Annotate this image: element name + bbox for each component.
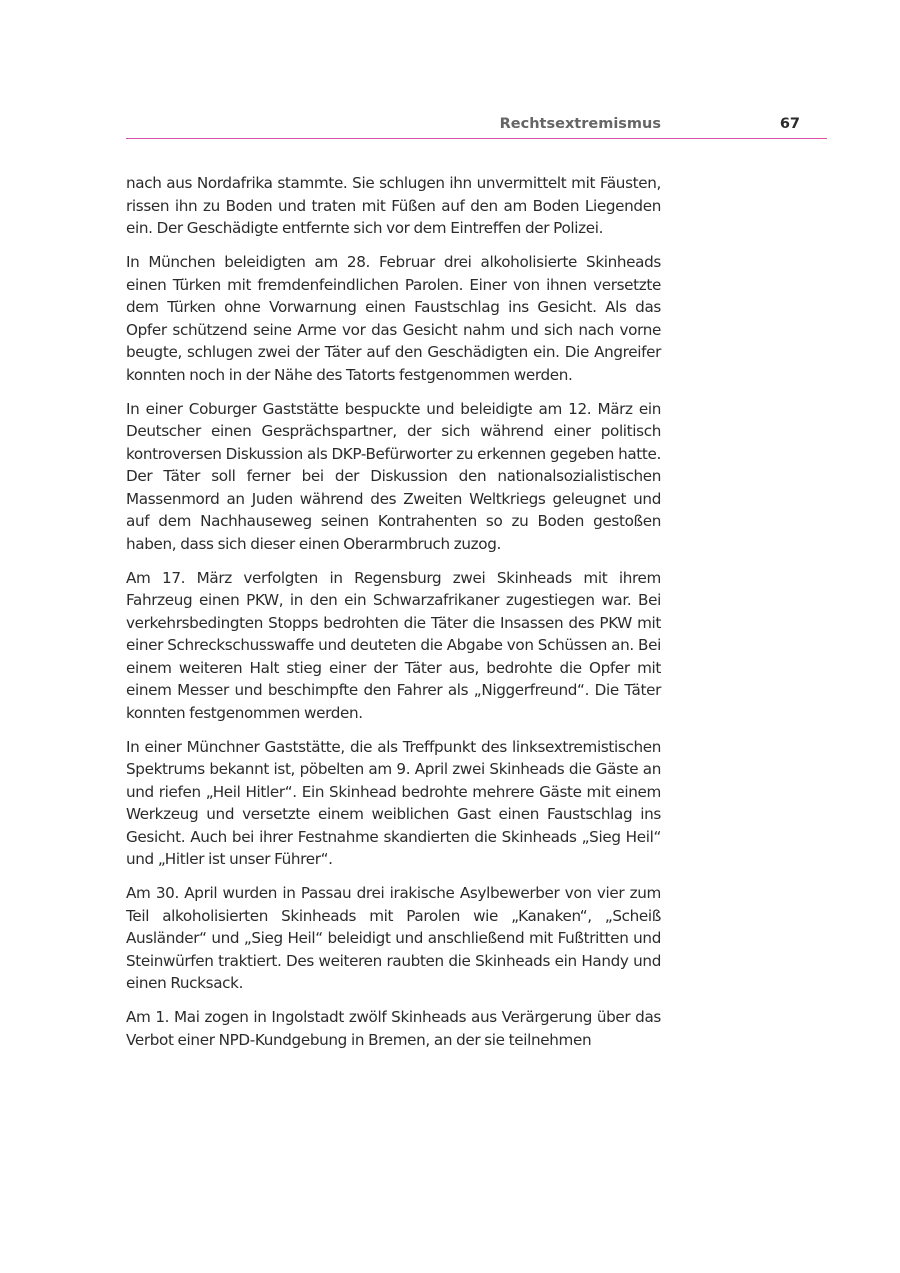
paragraph: Am 30. April wurden in Passau drei irakische Asylbewerber von vier zum Teil alkoholisierten Skinheads mit Parolen wie „Kanaken“, „Scheiß Ausländer“ und „Sieg Heil“ beleidigt und anschließend mit Fußtritten und Steinwürfen traktiert. Des weiteren raubten die Skinheads ein Handy und einen Rucksack. <box>126 884 661 992</box>
paragraph: Am 1. Mai zogen in Ingolstadt zwölf Skinheads aus Verärgerung über das Verbot einer NPD-Kundgebung in Bremen, an der sie teilnehmen <box>126 1008 661 1049</box>
paragraph: Am 17. März verfolgten in Regensburg zwei Skinheads mit ihrem Fahrzeug einen PKW, in den ein Schwarzafrikaner zugestiegen war. Bei verkehrsbedingten Stopps bedrohten die Täter die Insassen des PKW mit einer Schreckschusswaffe und deuteten die Abgabe von Schüssen an. Bei einem weiteren Halt stieg einer der Täter aus, bedrohte die Opfer mit einem Messer und beschimpfte den Fahrer als „Niggerfreund“. Die Täter konnten festgenommen werden. <box>126 568 661 722</box>
paragraph: In einer Münchner Gaststätte, die als Treffpunkt des linksextremistischen Spektrums bekannt ist, pöbelten am 9. April zwei Skinheads die Gäste an und riefen „Heil Hitler“. Ein Skinhead bedrohte mehrere Gäste mit einem Werkzeug und versetzte einem weiblichen Gast einen Faustschlag ins Gesicht. Auch bei ihrer Festnahme skandierten die Skinheads „Sieg Heil“ und „Hitler ist unser Führer“. <box>126 737 661 868</box>
running-header <box>126 112 827 139</box>
paragraph: nach aus Nordafrika stammte. Sie schlugen ihn unvermittelt mit Fäusten, rissen ihn zu Boden und traten mit Füßen auf den am Boden Liegenden ein. Der Geschädigte entfernte sich vor dem Eintreffen der Polizei. <box>126 174 661 237</box>
body-text <box>126 172 661 1063</box>
paragraph: In München beleidigten am 28. Februar drei alkoholisierte Skinheads einen Türken mit fremdenfeindlichen Parolen. Einer von ihnen versetzte dem Türken ohne Vorwarnung einen Faustschlag ins Gesicht. Als das Opfer schützend seine Arme vor das Gesicht nahm und sich nach vorne beugte, schlugen zwei der Täter auf den Geschädigten ein. Die Angreifer konnten noch in der Nähe des Tatorts festgenommen werden. <box>126 253 661 384</box>
paragraph: In einer Coburger Gaststätte bespuckte und beleidigte am 12. März ein Deutscher einen Gesprächspartner, der sich während einer politisch kontroversen Diskussion als DKP-Befürworter zu erkennen gegeben hatte. Der Täter soll ferner bei der Diskussion den nationalsozialistischen Massenmord an Juden während des Zweiten Weltkriegs geleugnet und auf dem Nachhauseweg seinen Kontrahenten so zu Boden gestoßen haben, dass sich dieser einen Oberarmbruch zuzog. <box>126 399 661 553</box>
section-title: Rechtsextremismus <box>499 116 661 132</box>
page-number: 67 <box>779 116 800 132</box>
